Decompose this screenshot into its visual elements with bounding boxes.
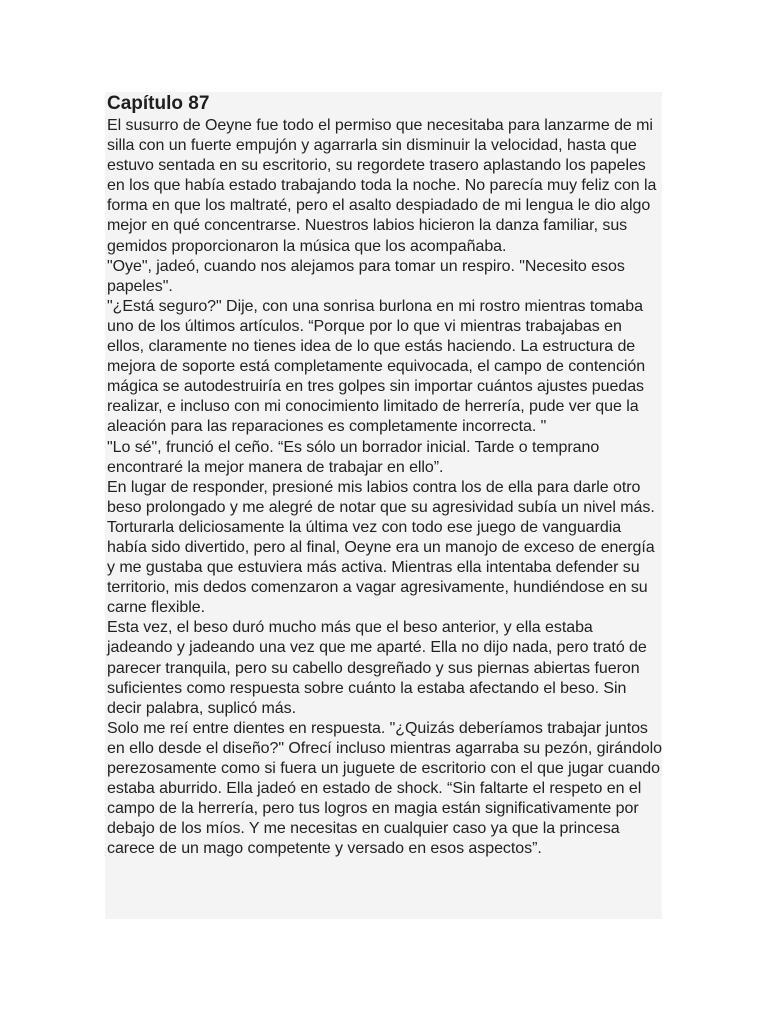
paragraph: En lugar de responder, presioné mis labios contra los de ella para darle otro beso prolongado y me alegré de notar que su agresividad subía un nivel más. Torturarla deliciosamente la última vez con todo ese juego de vanguardia había sido divertido, pero al final, Oeyne era un manojo de exceso de energía y me gustaba que estuviera más activa. Mientras ella intentaba defender su territorio, mis dedos comenzaron a vagar agresivamente, hundiéndose en su carne flexible.	[107, 478, 655, 617]
paragraph: "Lo sé", frunció el ceño. “Es sólo un borrador inicial. Tarde o temprano encontraré la mejor manera de trabajar en ello”.	[107, 438, 600, 476]
paragraph: "Oye", jadeó, cuando nos alejamos para tomar un respiro. "Necesito esos papeles".	[107, 257, 625, 295]
paragraph: Esta vez, el beso duró mucho más que el beso anterior, y ella estaba jadeando y jadeando una vez que me aparté. Ella no dijo nada, pero trató de parecer tranquila, pero su cabello desgreñado y sus piernas abiertas fueron suficientes como respuesta sobre cuánto la estaba afectando el beso. Sin decir palabra, suplicó más.	[107, 619, 647, 717]
chapter-text-block	[105, 92, 662, 919]
paragraph: "¿Está seguro?" Dije, con una sonrisa burlona en mi rostro mientras tomaba uno de los últimos artículos. “Porque por lo que vi mientras trabajabas en ellos, claramente no tienes idea de lo que estás haciendo. La estructura de mejora de soporte está completamente equivocada, el campo de contención mágica se autodestruiría en tres golpes sin importar cuántos ajustes puedas realizar, e incluso con mi conocimiento limitado de herrería, pude ver que la aleación para las reparaciones es completamente incorrecta. "	[107, 297, 646, 436]
paragraph: El susurro de Oeyne fue todo el permiso que necesitaba para lanzarme de mi silla con un fuerte empujón y agarrarla sin disminuir la velocidad, hasta que estuvo sentada en su escritorio, su regordete trasero aplastando los papeles en los que había estado trabajando toda la noche. No parecía muy feliz con la forma en que los maltraté, pero el asalto despiadado de mi lengua le dio algo mejor en qué concentrarse. Nuestros labios hicieron la danza familiar, sus gemidos proporcionaron la música que los acompañaba.	[107, 117, 657, 255]
chapter-title: Capítulo 87	[107, 93, 210, 114]
paragraph: Solo me reí entre dientes en respuesta. "¿Quizás deberíamos trabajar juntos en ello desde el diseño?" Ofrecí incluso mientras agarraba su pezón, girándolo perezosamente como si fuera un juguete de escritorio con el que jugar cuando estaba aburrido. Ella jadeó en estado de shock. “Sin faltarte el respeto en el campo de la herrería, pero tus logros en magia están significativamente por debajo de los míos. Y me necesitas en cualquier caso ya que la princesa carece de un mago competente y versado en esos aspectos”.	[107, 719, 663, 858]
